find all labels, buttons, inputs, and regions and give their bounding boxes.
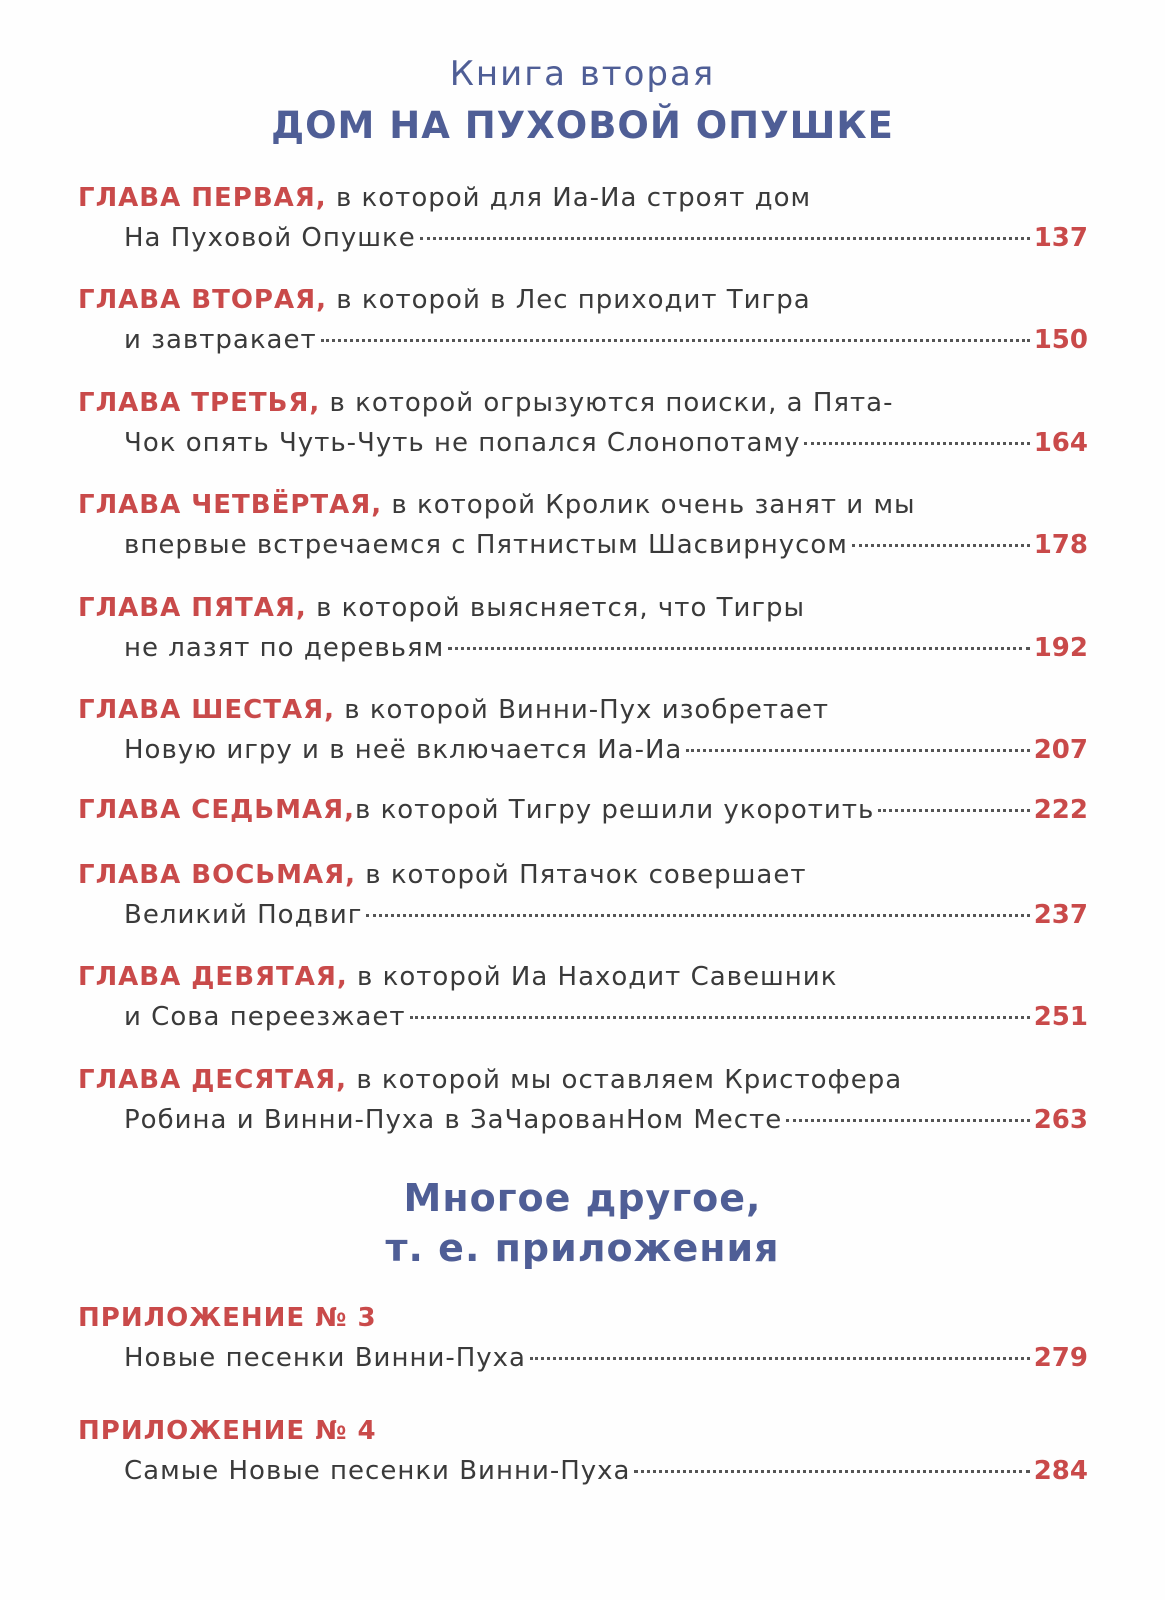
chapter-head: ГЛАВА ЧЕТВЁРТАЯ, xyxy=(78,490,383,520)
page-number: 207 xyxy=(1033,735,1088,765)
appendix-heading-line2: т. е. приложения xyxy=(385,1226,780,1270)
book-label: Книга вторая xyxy=(449,54,716,94)
page-number: 237 xyxy=(1033,900,1088,930)
page-number: 137 xyxy=(1033,223,1088,253)
chapter-desc: в которой в Лес приходит Тигра xyxy=(327,285,811,315)
chapter-desc-cont: Новую игру и в неё включается Иа-Иа xyxy=(124,735,683,765)
appendix-head: ПРИЛОЖЕНИЕ № 3 xyxy=(78,1303,377,1333)
appendix-desc: Самые Новые песенки Винни-Пуха xyxy=(124,1456,631,1486)
chapter-desc: в которой выясняется, что Тигры xyxy=(306,593,806,623)
chapter-desc: в которой для Иа-Иа строят дом xyxy=(326,183,812,213)
page-number: 279 xyxy=(1033,1343,1088,1373)
chapter-head: ГЛАВА ПЯТАЯ, xyxy=(78,593,307,623)
chapter-desc: в которой Иа Находит Савешник xyxy=(347,962,838,992)
book-title: ДОМ НА ПУХОВОЙ ОПУШКЕ xyxy=(271,104,894,147)
dot-leader xyxy=(420,237,1030,240)
chapter-desc: в которой Винни-Пух изобретает xyxy=(335,695,830,725)
appendix-entry[interactable] xyxy=(78,1411,1088,1491)
page-number: 178 xyxy=(1033,530,1088,560)
chapter-head: ГЛАВА ПЕРВАЯ, xyxy=(78,183,327,213)
dot-leader xyxy=(530,1357,1030,1360)
page-number: 284 xyxy=(1033,1456,1088,1486)
dot-leader xyxy=(686,749,1029,752)
chapter-desc-cont: и Сова переезжает xyxy=(124,1002,406,1032)
chapter-head: ГЛАВА ДЕСЯТАЯ, xyxy=(78,1065,348,1095)
toc-entry[interactable] xyxy=(78,957,1088,1037)
chapter-desc-cont: Великий Подвиг xyxy=(124,900,363,930)
chapter-desc: в которой Тигру решили укоротить xyxy=(354,795,875,825)
chapter-desc: в которой мы оставляем Кристофера xyxy=(347,1065,903,1095)
chapter-desc-cont: На Пуховой Опушке xyxy=(124,223,416,253)
toc-entry[interactable] xyxy=(78,855,1088,935)
appendix-desc: Новые песенки Винни-Пуха xyxy=(124,1343,526,1373)
toc-entry[interactable] xyxy=(78,383,1088,463)
chapter-head: ГЛАВА ШЕСТАЯ, xyxy=(78,695,335,725)
dot-leader xyxy=(410,1016,1030,1019)
dot-leader xyxy=(804,442,1029,445)
toc-entry[interactable] xyxy=(78,1060,1088,1140)
dot-leader xyxy=(878,809,1029,812)
page-number: 192 xyxy=(1033,633,1088,663)
dot-leader xyxy=(366,914,1029,917)
page-number: 263 xyxy=(1033,1105,1088,1135)
chapter-desc: в которой Кролик очень занят и мы xyxy=(382,490,916,520)
chapter-desc-cont: и завтракает xyxy=(124,325,317,355)
page-number: 251 xyxy=(1033,1002,1088,1032)
dot-leader xyxy=(448,647,1029,650)
dot-leader xyxy=(786,1119,1029,1122)
chapter-desc-cont: впервые встречаемся с Пятнистым Шасвирнусом xyxy=(124,530,848,560)
toc-entry[interactable] xyxy=(78,588,1088,668)
page-number: 150 xyxy=(1033,325,1088,355)
chapter-head: ГЛАВА СЕДЬМАЯ, xyxy=(78,795,355,825)
chapter-head: ГЛАВА ВТОРАЯ, xyxy=(78,285,328,315)
dot-leader xyxy=(852,544,1030,547)
chapter-head: ГЛАВА ВОСЬМАЯ, xyxy=(78,860,356,890)
toc-entry[interactable] xyxy=(78,690,1088,770)
page-number: 164 xyxy=(1033,428,1088,458)
toc-entry[interactable] xyxy=(78,790,1088,830)
chapter-desc: в которой Пятачок совершает xyxy=(356,860,807,890)
chapter-desc: в которой огрызуются поиски, а Пята- xyxy=(320,388,894,418)
toc-entry[interactable] xyxy=(78,485,1088,565)
appendix-entry[interactable] xyxy=(78,1298,1088,1378)
toc-entry[interactable] xyxy=(78,280,1088,360)
appendix-head: ПРИЛОЖЕНИЕ № 4 xyxy=(78,1416,377,1446)
chapter-head: ГЛАВА ТРЕТЬЯ, xyxy=(78,388,321,418)
chapter-desc-cont: не лазят по деревьям xyxy=(124,633,445,663)
page-number: 222 xyxy=(1033,795,1088,825)
chapter-desc-cont: Чок опять Чуть-Чуть не попался Слонопотаму xyxy=(124,428,801,458)
toc-entry[interactable] xyxy=(78,178,1088,258)
appendix-heading-line1: Многое другое, xyxy=(403,1176,762,1220)
chapter-head: ГЛАВА ДЕВЯТАЯ, xyxy=(78,962,348,992)
dot-leader xyxy=(634,1470,1029,1473)
chapter-desc-cont: Робина и Винни-Пуха в ЗаЧарованНом Месте xyxy=(124,1105,783,1135)
dot-leader xyxy=(321,339,1030,342)
